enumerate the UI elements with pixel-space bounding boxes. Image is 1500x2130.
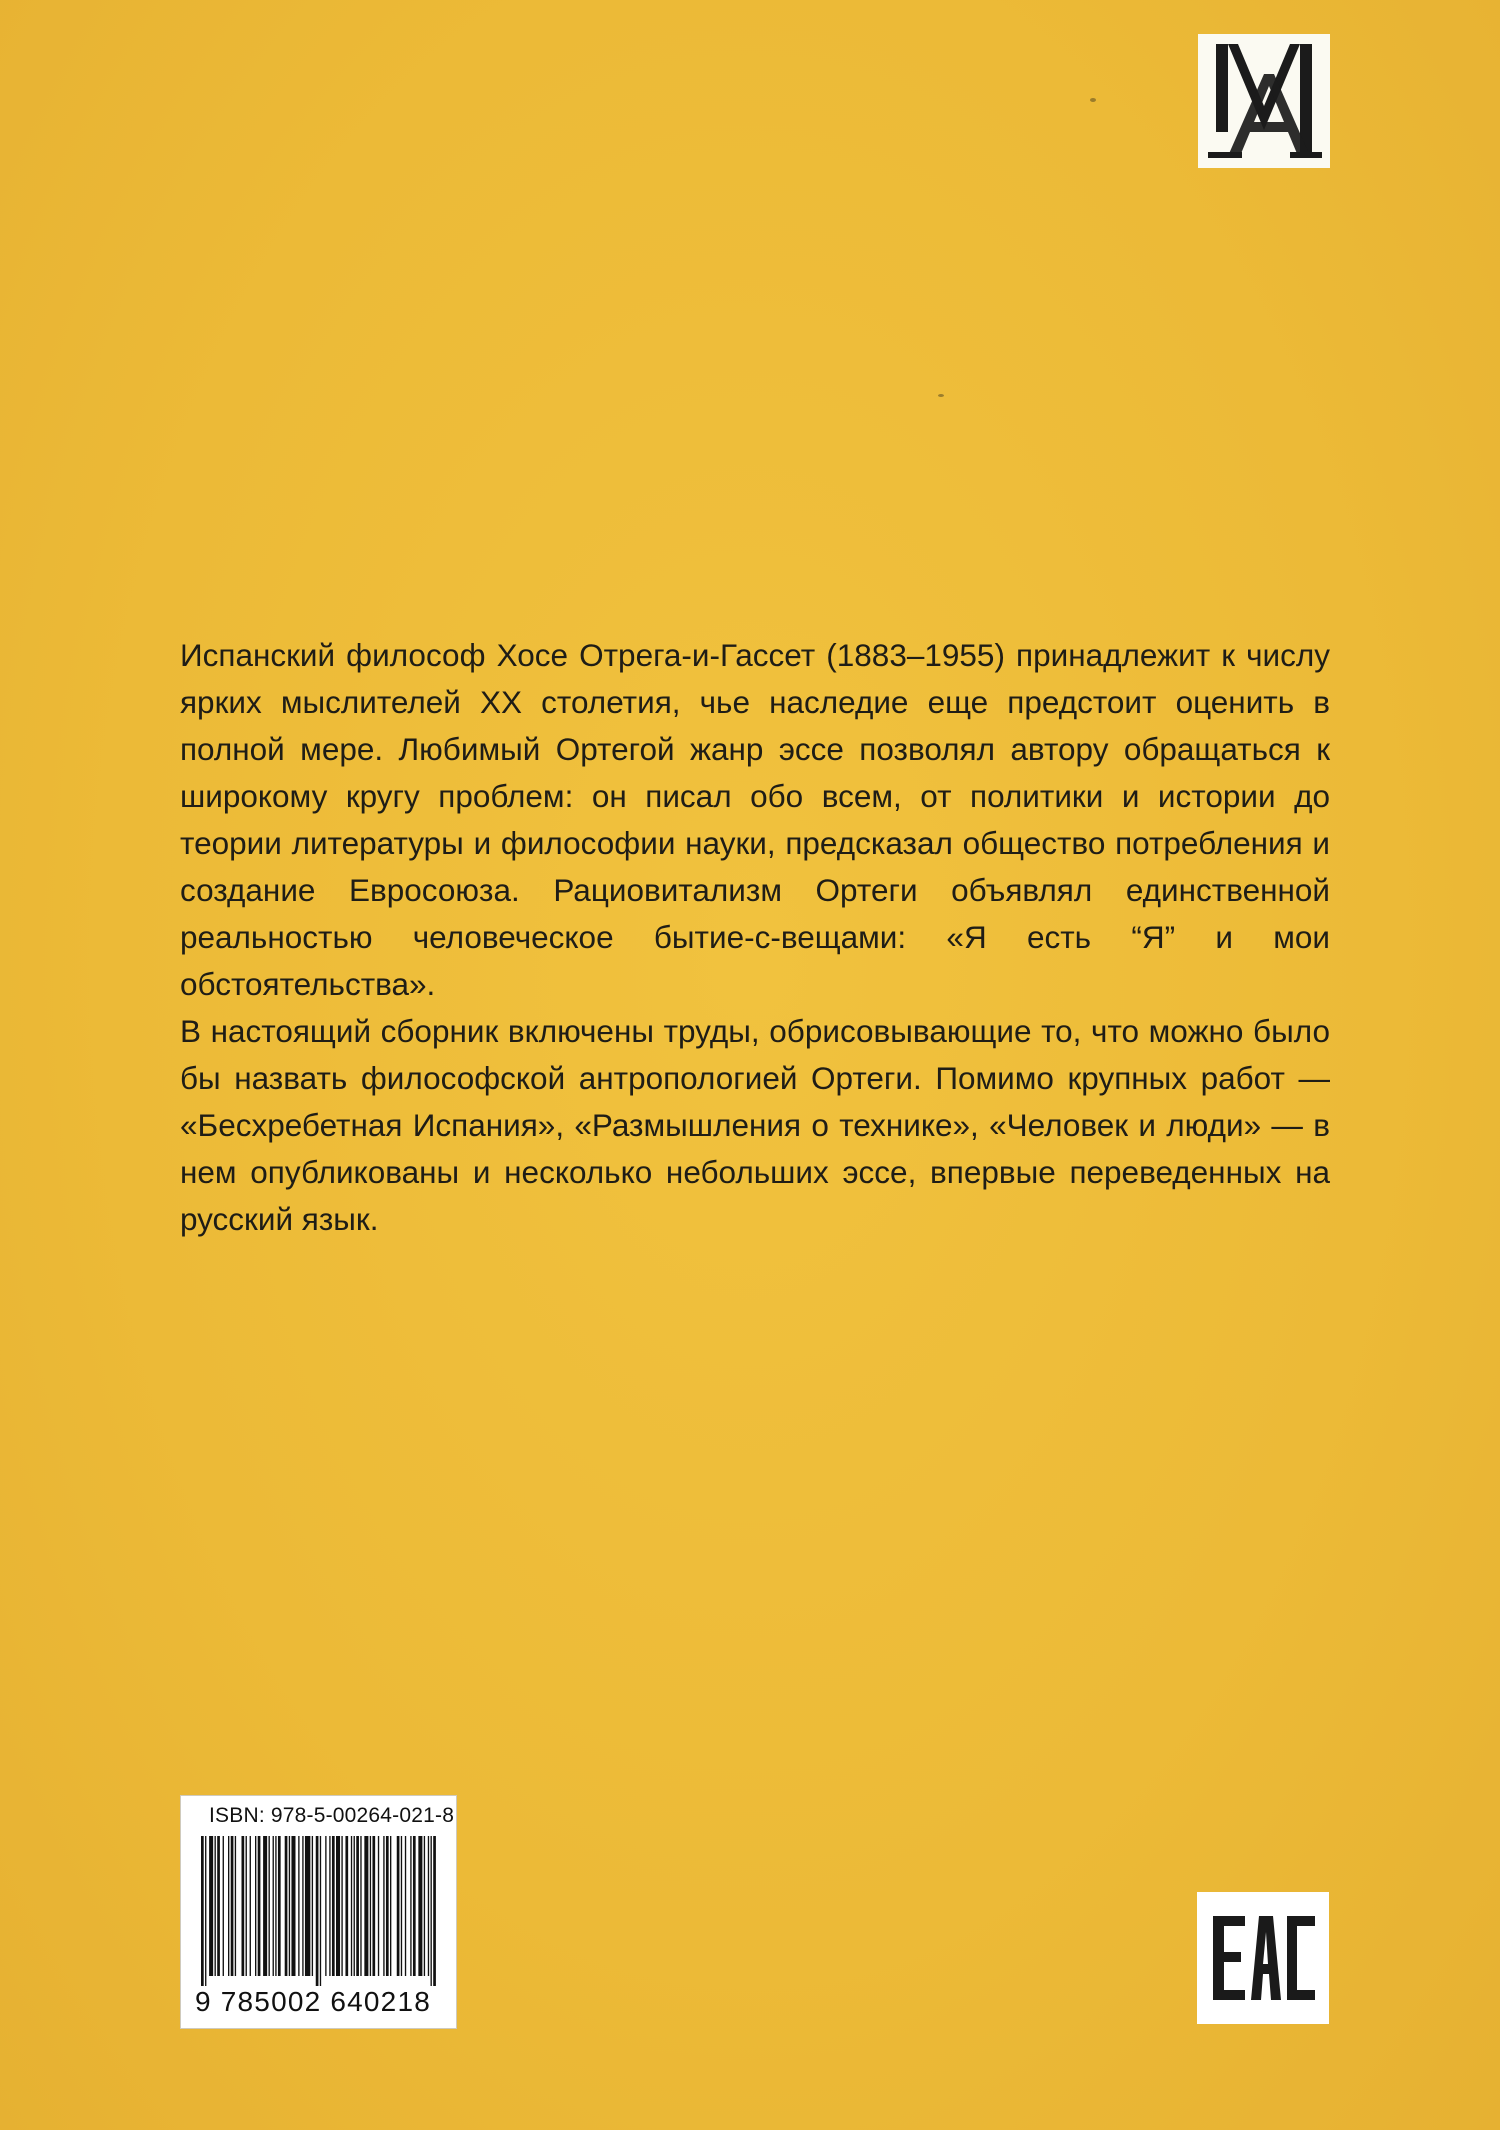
barcode-bars-icon [199, 1836, 439, 1986]
publisher-logo [1198, 34, 1330, 168]
description-paragraph-1: Испанский философ Хосе Отрега-и-Гассет (1883–1955) принадлежит к числу ярких мыслителей ХХ столетия, чье наследие еще предстоит оценить в полной мере. Любимый Ортегой жанр эссе позволял автору обращаться к широкому кругу проблем: он писал обо всем, от политики и истории до теории литературы и философии науки, предсказал общество потребления и создание Евросоюза. Рациовитализм Ортеги объявлял единственной реальностью человеческое бытие-с-вещами: «Я есть “Я” и мои обстоятельства». [180, 637, 1330, 1002]
publisher-monogram-icon [1198, 34, 1330, 168]
eac-certification-mark [1197, 1892, 1329, 2024]
description-paragraph-2: В настоящий сборник включены труды, обрисовывающие то, что можно было бы назвать философской антропологией Ортеги. Помимо крупных работ — «Бесхребетная Испания», «Размышления о технике», «Человек и люди» — в нем опубликованы и несколько небольших эссе, впервые переведенных на русский язык. [180, 1013, 1330, 1237]
print-speck [1090, 98, 1096, 102]
isbn-barcode [180, 1795, 457, 2029]
eac-mark-icon [1197, 1892, 1329, 2024]
book-description [180, 632, 1330, 1243]
isbn-label: ISBN: 978-5-00264-021-8 [209, 1804, 455, 1827]
print-speck [938, 394, 944, 397]
barcode-digits: 9 785002 640218 [195, 1986, 431, 2017]
